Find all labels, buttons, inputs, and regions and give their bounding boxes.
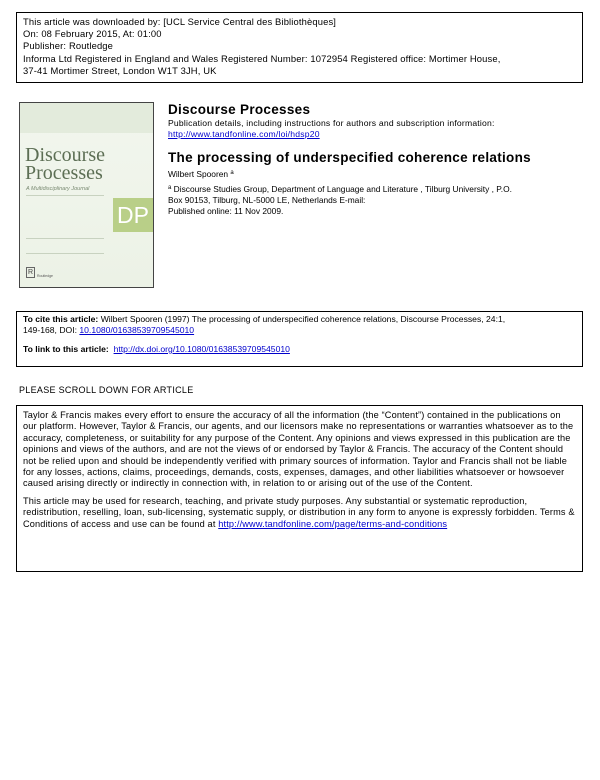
affiliation-line-2: Box 90153, Tilburg, NL-5000 LE, Netherlands E-mail: <box>168 194 366 205</box>
article-author <box>168 168 588 180</box>
cover-title <box>25 146 105 182</box>
journal-title: Discourse Processes <box>168 102 311 117</box>
download-line-4: Informa Ltd Registered in England and Wales Registered Number: 1072954 Registered office: Mortimer House, <box>23 52 501 64</box>
cite-label: To cite this article: <box>23 314 99 324</box>
article-title: The processing of underspecified coherence relations <box>168 150 531 165</box>
cite-doi-prefix: 149-168, DOI: <box>23 325 77 335</box>
article-url-link[interactable]: http://dx.doi.org/10.1080/01638539709545010 <box>113 344 290 354</box>
terms-conditions-link[interactable]: http://www.tandfonline.com/page/terms-and-conditions <box>218 518 448 529</box>
routledge-logo-icon: R <box>27 269 34 276</box>
author-affiliation-marker: a <box>230 170 234 176</box>
download-line-3: Publisher: Routledge <box>23 40 114 52</box>
cover-rule <box>26 238 104 239</box>
terms-text: This article may be used for research, teaching, and private study purposes. Any substantial or systematic reproduction, redistribution, reselling, loan, sub-licensing, systematic supply, or distribution in any form to anyone is expressly forbidden. Terms & Conditions of access and use can be found at <box>23 495 575 529</box>
journal-info <box>168 101 588 216</box>
author-affiliation <box>168 183 578 216</box>
published-online: Published online: 11 Nov 2009. <box>168 205 284 216</box>
cover-dp-badge: DP <box>113 198 153 232</box>
cover-subtitle: A Multidisciplinary Journal <box>26 186 90 192</box>
journal-url-link[interactable]: http://www.tandfonline.com/loi/hdsp20 <box>168 129 320 139</box>
download-line-2: On: 08 February 2015, At: 01:00 <box>23 28 162 40</box>
cover-title-line-1: Discourse <box>25 144 105 166</box>
cover-rule <box>26 253 104 254</box>
doi-link[interactable]: 10.1080/01638539709545010 <box>79 325 195 335</box>
download-line-1: This article was downloaded by: [UCL Service Central des Bibliothèques] <box>23 16 337 27</box>
affiliation-marker: a <box>168 185 172 191</box>
affiliation-line-1: Discourse Studies Group, Department of Language and Literature , Tilburg University , P.O. <box>173 184 512 194</box>
cite-text: Wilbert Spooren (1997) The processing of underspecified coherence relations, Discourse Processes, 24:1, <box>100 314 506 324</box>
cover-top-band <box>20 103 153 133</box>
author-name: Wilbert Spooren <box>168 169 229 179</box>
disclaimer-paragraph-1: Taylor & Francis makes every effort to ensure the accuracy of all the information (the “Content”) contained in the publications on our platform. However, Taylor & Francis, our agents, and our licensors make no representations or warranties whatsoever as to the accuracy, completeness, or suitability for any purpose of the Content. Any opinions and views expressed in this publication are the opinions and views of the authors, and are not the views of or endorsed by Taylor & Francis. The accuracy of the Content should not be relied upon and should be independently verified with primary sources of information. Taylor and Francis shall not be liable for any losses, actions, claims, proceedings, demands, costs, expenses, damages, and other liabilities whatsoever or howsoever caused arising directly or indirectly in connection with, in relation to or arising out of the use of the Content. <box>23 410 574 489</box>
download-info-box <box>16 12 583 83</box>
publication-details: Publication details, including instructions for authors and subscription information: <box>168 118 495 128</box>
cover-rule <box>26 195 104 196</box>
journal-cover-image <box>19 102 154 288</box>
cover-title-line-2: Processes <box>25 162 103 184</box>
cover-publisher-name: Routledge <box>37 274 53 278</box>
disclaimer-box <box>16 405 583 572</box>
disclaimer-paragraph-2 <box>23 496 576 530</box>
scroll-notice: PLEASE SCROLL DOWN FOR ARTICLE <box>19 385 194 395</box>
download-line-5: 37-41 Mortimer Street, London W1T 3JH, UK <box>23 64 217 76</box>
citation-box <box>16 311 583 367</box>
link-label: To link to this article: <box>23 344 109 354</box>
